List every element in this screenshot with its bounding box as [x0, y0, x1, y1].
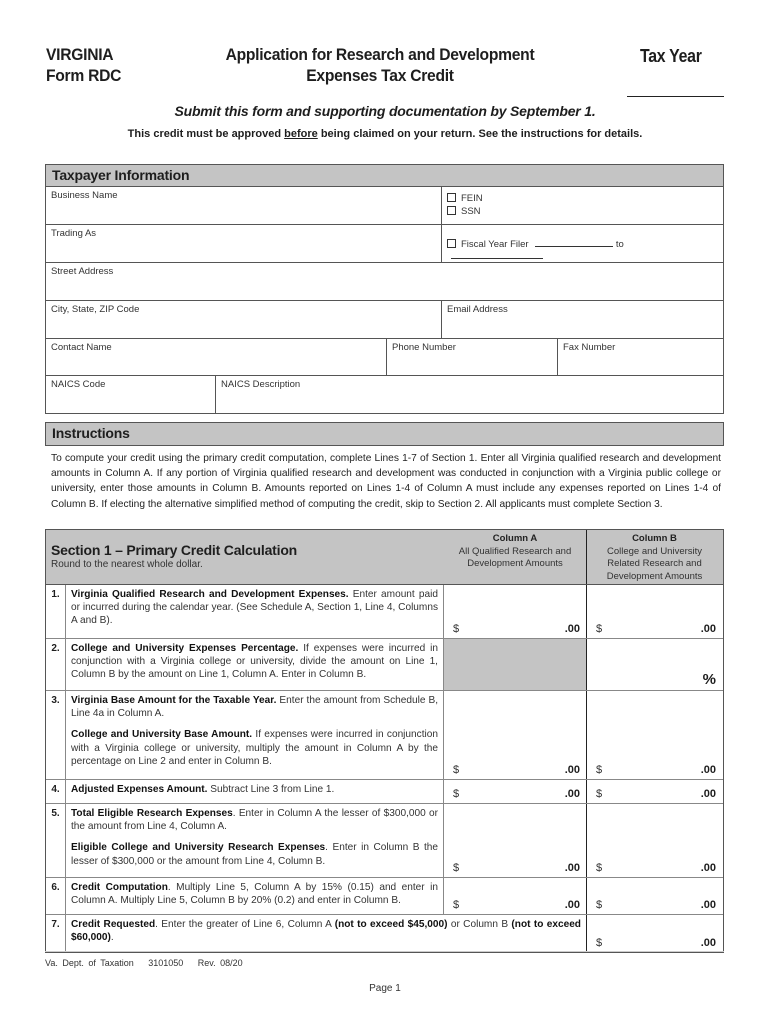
trading-as-field[interactable]: [46, 225, 442, 262]
line-3-subtext: If expenses were incurred in conjunction with a Virginia college or university, multiply the amount in Column A by the percentage on Line 2 and enter in Column B.: [71, 729, 438, 767]
line-4-row: [46, 780, 723, 804]
percent-sign: %: [702, 671, 716, 688]
line-4-title: Adjusted Expenses Amount.: [71, 784, 208, 795]
dollar-sign: $: [596, 788, 603, 800]
line-3-column-b-input[interactable]: [586, 691, 722, 779]
line-number: 5.: [46, 804, 66, 877]
naics-description-label: NAICS Description: [221, 379, 301, 390]
line-7-limit-a: (not to exceed $45,000): [334, 919, 448, 930]
contact-name-field[interactable]: [46, 339, 387, 375]
cents: .00: [700, 623, 716, 635]
tax-year-label: Tax Year: [640, 46, 702, 66]
line-5-column-b-input[interactable]: [586, 804, 722, 877]
fiscal-year-start-field[interactable]: [535, 238, 613, 247]
line-6-text: . Multiply Line 5, Column A by 15% (0.15) and enter in Column A. Multiply Line 5, Column B by 20% (0.2) and enter in Column B.: [71, 882, 438, 907]
approval-text-before: before: [284, 128, 318, 140]
business-name-field[interactable]: [46, 187, 442, 224]
approval-text-post: being claimed on your return. See the instructions for details.: [317, 128, 643, 140]
line-4-text: Subtract Line 3 from Line 1.: [207, 784, 335, 795]
line-3-text: Enter the amount from Schedule B, Line 4a in Column A.: [71, 695, 438, 720]
line-5-text: . Enter in Column A the lesser of $300,000 or the amount from Line 4, Column A.: [71, 808, 438, 833]
line-7-text2: or Column B: [447, 919, 512, 930]
line-2-row: [46, 639, 723, 691]
dollar-sign: $: [453, 788, 460, 800]
line-6-title: Credit Computation: [71, 882, 168, 893]
line-6-description: [66, 878, 444, 914]
taxpayer-information-heading: Taxpayer Information: [46, 165, 723, 187]
dollar-sign: $: [453, 764, 460, 776]
line-2-description: [66, 639, 444, 690]
cents: .00: [564, 764, 580, 776]
line-3-row: [46, 691, 723, 780]
fax-number-label: Fax Number: [563, 342, 616, 353]
submit-notice: Submit this form and supporting documentation by September 1.: [174, 103, 596, 119]
line-number: 1.: [46, 585, 66, 638]
form-title-line2: Expenses Tax Credit: [306, 66, 454, 85]
dollar-sign: $: [453, 899, 460, 911]
line-7-credit-requested-input[interactable]: [586, 915, 722, 952]
department-name: Va. Dept. of Taxation: [45, 958, 134, 968]
column-a-header: [444, 530, 586, 584]
section-1-title: Section 1 – Primary Credit Calculation: [51, 542, 298, 558]
line-2-text: If expenses were incurred in conjunction with a Virginia college or university, divide the amount on Line 1, Column B by the amount on Line 1, Column A. Enter in Column B.: [71, 643, 438, 681]
line-1-row: [46, 585, 723, 639]
instructions-section: [45, 422, 724, 446]
cents: .00: [700, 899, 716, 911]
footer-divider: [45, 951, 724, 952]
column-b-description: College and University Related Research and Development Amounts: [606, 545, 703, 582]
line-4-column-b-input[interactable]: [586, 780, 722, 803]
page-number: Page 1: [369, 983, 401, 994]
section-1-header: [46, 530, 723, 585]
cents: .00: [564, 899, 580, 911]
city-state-zip-field[interactable]: [46, 301, 442, 338]
line-6-column-a-input[interactable]: [444, 878, 586, 914]
trading-as-label: Trading As: [51, 228, 97, 239]
line-7-limit-b: (not to exceed $60,000): [71, 919, 581, 944]
fiscal-year-end-field[interactable]: [451, 250, 543, 259]
naics-description-field[interactable]: [216, 376, 723, 413]
fein-checkbox[interactable]: [447, 193, 456, 202]
section-1-subtitle: Round to the nearest whole dollar.: [51, 559, 203, 570]
cents: .00: [700, 937, 716, 949]
column-a-description: All Qualified Research and Development Amounts: [458, 545, 572, 569]
state-label: VIRGINIA: [46, 45, 114, 64]
line-1-description: [66, 585, 444, 638]
line-1-column-b-input[interactable]: [586, 585, 722, 638]
form-identifier: [46, 44, 121, 86]
line-3-subtitle: College and University Base Amount.: [71, 729, 253, 741]
column-a-title: Column A: [492, 533, 538, 544]
cents: .00: [700, 862, 716, 874]
phone-number-label: Phone Number: [392, 342, 456, 353]
line-1-title: Virginia Qualified Research and Development Expenses.: [71, 589, 349, 600]
section-1-primary-credit: [45, 529, 724, 953]
line-1-column-a-input[interactable]: [444, 585, 586, 638]
line-2-column-a-shaded: [444, 639, 586, 690]
line-2-title: College and University Expenses Percentage.: [71, 643, 299, 654]
naics-code-label: NAICS Code: [51, 379, 106, 390]
dollar-sign: $: [596, 899, 603, 911]
business-name-label: Business Name: [51, 190, 118, 201]
dollar-sign: $: [596, 862, 603, 874]
line-5-row: [46, 804, 723, 878]
dollar-sign: $: [453, 623, 460, 635]
line-number: 2.: [46, 639, 66, 690]
fiscal-year-to-label: to: [615, 239, 624, 250]
fein-label: FEIN: [461, 193, 483, 204]
approval-text-pre: This credit must be approved: [127, 128, 285, 140]
instructions-text: To compute your credit using the primary credit computation, complete Lines 1-7 of Section 1. Enter all Virginia qualified research and development amounts in Column A. If any portion of Virginia qualified research and development was conducted in conjunction with a Virginia public college or university, enter those amounts in Column B. Amounts reported on Lines 1-4 of Column A must include any expenses reported on Lines 1-4 of Column B. If electing the alternative simplified method of computing the credit, skip to Section 2. All applicants must complete Section 3.: [51, 453, 721, 510]
line-5-column-a-input[interactable]: [444, 804, 586, 877]
line-7-text: . Enter the greater of Line 6, Column A: [155, 919, 335, 930]
cents: .00: [564, 788, 580, 800]
email-address-field[interactable]: [442, 301, 723, 338]
cents: .00: [700, 764, 716, 776]
form-title: [196, 44, 564, 86]
line-5-subtext: . Enter in Column B the lesser of $300,000 or the amount from Line 4, Column B.: [71, 842, 438, 867]
approval-notice: [0, 128, 770, 140]
email-address-label: Email Address: [447, 304, 508, 315]
instructions-heading: Instructions: [46, 423, 723, 445]
dollar-sign: $: [453, 862, 460, 874]
line-6-column-b-input[interactable]: [586, 878, 722, 914]
taxpayer-information-section: [45, 164, 724, 414]
dollar-sign: $: [596, 623, 603, 635]
contact-name-label: Contact Name: [51, 342, 112, 353]
line-7-row: [46, 915, 723, 952]
line-4-column-a-input[interactable]: [444, 780, 586, 803]
line-3-column-a-input[interactable]: [444, 691, 586, 779]
dollar-sign: $: [596, 937, 603, 949]
footer-info: [45, 958, 253, 968]
line-5-description: [66, 804, 444, 877]
line-number: 6.: [46, 878, 66, 914]
line-2-column-b-input[interactable]: [586, 639, 722, 690]
phone-number-field[interactable]: [387, 339, 558, 375]
column-b-header: [586, 530, 722, 584]
line-number: 3.: [46, 691, 66, 779]
fiscal-year-filer-checkbox[interactable]: [447, 239, 456, 248]
line-7-title: Credit Requested: [71, 919, 156, 930]
dollar-sign: $: [596, 764, 603, 776]
line-3-title: Virginia Base Amount for the Taxable Year.: [71, 695, 277, 706]
naics-code-field[interactable]: [46, 376, 216, 413]
form-code: 3101050: [148, 958, 184, 968]
fax-number-field[interactable]: [558, 339, 723, 375]
cents: .00: [700, 788, 716, 800]
line-4-description: [66, 780, 444, 803]
column-b-title: Column B: [632, 533, 677, 544]
line-7-description: [66, 915, 586, 952]
line-number: 4.: [46, 780, 66, 803]
line-3-description: [66, 691, 444, 779]
line-number: 7.: [46, 915, 66, 952]
cents: .00: [564, 862, 580, 874]
cents: .00: [564, 623, 580, 635]
ssn-label: SSN: [461, 206, 481, 217]
line-1-text: Enter amount paid or incurred during the calendar year. (See Schedule A, Section 1, Line 4, Columns A and B).: [71, 589, 438, 627]
line-5-title: Total Eligible Research Expenses: [71, 808, 233, 819]
form-title-line1: Application for Research and Development: [225, 45, 535, 64]
form-number: Form RDC: [46, 66, 122, 85]
ssn-checkbox[interactable]: [447, 206, 456, 215]
line-7-text3: .: [110, 932, 114, 944]
line-6-row: [46, 878, 723, 915]
city-state-zip-label: City, State, ZIP Code: [51, 304, 140, 315]
revision-date: Rev. 08/20: [197, 958, 243, 968]
tax-year-field[interactable]: [627, 96, 724, 97]
street-address-label: Street Address: [51, 266, 114, 277]
street-address-field[interactable]: [46, 263, 723, 300]
fiscal-year-filer-label: Fiscal Year Filer: [461, 239, 529, 250]
line-5-subtitle: Eligible College and University Research Expenses: [71, 842, 326, 854]
